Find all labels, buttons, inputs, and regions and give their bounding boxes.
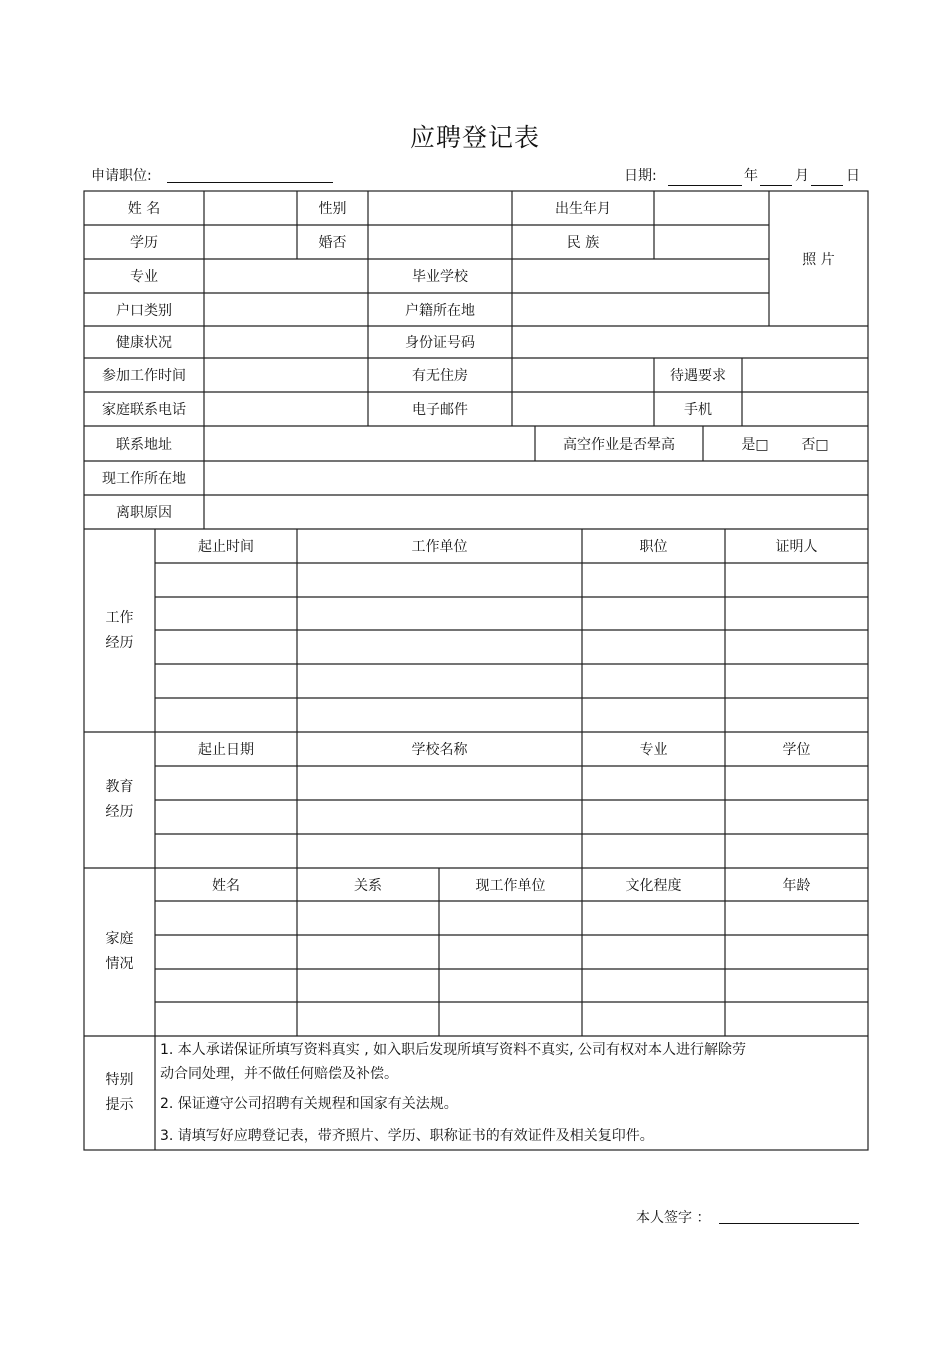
edu-header-period: 起止日期 <box>198 742 254 758</box>
work-header-position: 职位 <box>639 539 668 555</box>
mobile-field[interactable] <box>742 392 868 426</box>
note-2: 2. 保证遵守公司招聘有关规程和国家有关法规。 <box>160 1096 458 1112</box>
work-header-period: 起止时间 <box>198 539 254 555</box>
family-section-label: 家庭 情况 <box>105 931 134 972</box>
marital-label: 婚否 <box>318 235 347 251</box>
education-label: 学历 <box>130 235 158 251</box>
leave-reason-field[interactable] <box>204 495 868 529</box>
work-header-company: 工作单位 <box>411 539 468 555</box>
notes-section-label: 特别 提示 <box>105 1072 134 1113</box>
address-field[interactable] <box>204 426 535 461</box>
year-label: 年 <box>744 168 758 184</box>
signature-input[interactable] <box>719 1223 859 1224</box>
photo-box[interactable]: 照 片 <box>802 251 835 268</box>
current-work-place-field[interactable] <box>204 461 868 495</box>
ethnicity-field[interactable] <box>654 225 769 259</box>
signature-label: 本人签字 ： <box>636 1210 711 1226</box>
work-section-label: 工作 经历 <box>105 609 134 651</box>
work-start-label: 参加工作时间 <box>102 368 186 384</box>
housing-field[interactable] <box>512 358 654 392</box>
health-field[interactable] <box>204 326 368 358</box>
address-label: 联系地址 <box>116 436 172 453</box>
marital-field[interactable] <box>368 225 512 259</box>
home-phone-field[interactable] <box>204 392 368 426</box>
major-field[interactable] <box>204 259 368 293</box>
email-label: 电子邮件 <box>412 402 468 418</box>
major-label: 专业 <box>130 269 158 285</box>
leave-reason-label: 离职原因 <box>116 505 172 521</box>
email-field[interactable] <box>512 392 654 426</box>
work-header-reference: 证明人 <box>775 539 818 555</box>
edu-header-major: 专业 <box>639 742 668 758</box>
edu-header-degree: 学位 <box>782 742 811 758</box>
current-work-place-label: 现工作所在地 <box>102 471 186 487</box>
family-header-employer: 现工作单位 <box>475 877 546 894</box>
school-label: 毕业学校 <box>412 269 468 285</box>
hukou-place-field[interactable] <box>512 293 769 326</box>
year-input[interactable] <box>668 185 742 186</box>
ethnicity-label: 民 族 <box>566 235 600 251</box>
birth-field[interactable] <box>654 191 769 225</box>
name-field[interactable] <box>204 191 297 225</box>
date-label: 日期: <box>624 168 657 184</box>
position-label: 申请职位: <box>91 168 152 184</box>
month-input[interactable] <box>760 185 792 186</box>
family-rows[interactable] <box>155 901 868 1036</box>
salary-req-field[interactable] <box>742 358 868 392</box>
family-header-name: 姓名 <box>212 877 240 894</box>
gender-label: 性别 <box>318 201 347 217</box>
salary-req-label: 待遇要求 <box>670 368 726 384</box>
hukou-place-label: 户籍所在地 <box>405 302 475 319</box>
note-3: 3. 请填写好应聘登记表，带齐照片、学历、职称证书的有效证件及相关复印件。 <box>160 1128 654 1144</box>
mobile-label: 手机 <box>684 402 712 418</box>
work-rows[interactable] <box>155 563 868 732</box>
home-phone-label: 家庭联系电话 <box>102 402 186 418</box>
hukou-type-field[interactable] <box>204 293 368 326</box>
day-input[interactable] <box>811 185 843 186</box>
edu-header-school: 学校名称 <box>411 742 468 758</box>
family-header-education: 文化程度 <box>625 877 682 894</box>
note-1-line-2: 动合同处理，并不做任何赔偿及补偿。 <box>160 1066 398 1082</box>
education-field[interactable] <box>204 225 297 259</box>
id-number-field[interactable] <box>512 326 868 358</box>
birth-label: 出生年月 <box>555 201 611 217</box>
no-checkbox[interactable]: 否□ <box>801 436 829 453</box>
note-1-line-1: 1. 本人承诺保证所填写资料真实 , 如入职后发现所填写资料不真实, 公司有权对本人进行解除劳 <box>160 1042 747 1058</box>
family-header-relation: 关系 <box>354 877 382 894</box>
height-fear-label: 高空作业是否晕高 <box>563 436 675 453</box>
day-label: 日 <box>846 168 860 184</box>
month-label: 月 <box>795 168 809 184</box>
id-number-label: 身份证号码 <box>405 335 475 351</box>
family-header-age: 年龄 <box>782 877 811 894</box>
work-start-field[interactable] <box>204 358 368 392</box>
page-title: 应聘登记表 <box>409 123 540 152</box>
edu-rows[interactable] <box>155 766 868 868</box>
housing-label: 有无住房 <box>412 368 468 384</box>
yes-checkbox[interactable]: 是□ <box>741 436 769 453</box>
gender-field[interactable] <box>368 191 512 225</box>
hukou-type-label: 户口类别 <box>116 302 172 319</box>
position-input[interactable] <box>167 182 333 183</box>
edu-section-label: 教育 经历 <box>105 779 134 820</box>
name-label: 姓 名 <box>127 201 161 217</box>
school-field[interactable] <box>512 259 769 293</box>
health-label: 健康状况 <box>116 335 172 351</box>
